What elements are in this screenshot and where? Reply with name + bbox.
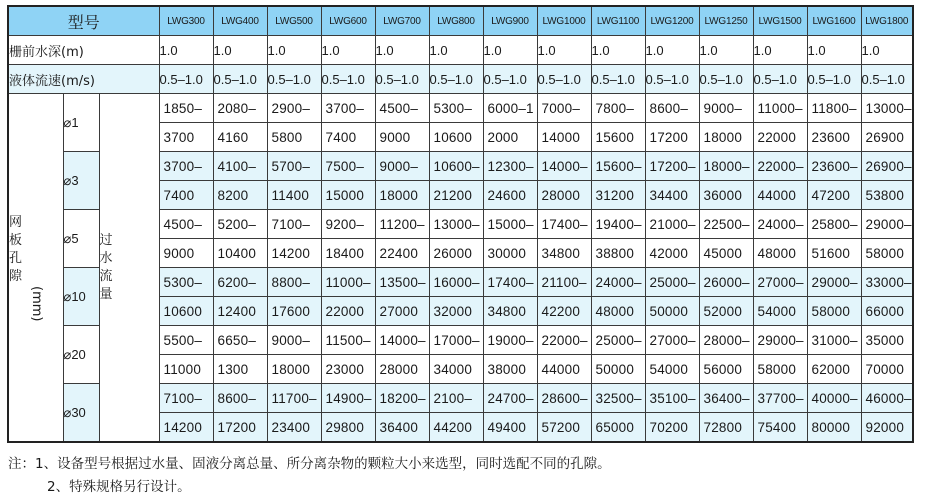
- model-header-cell: LWG1250: [699, 6, 753, 36]
- flow-value-cell: 2100–: [429, 384, 483, 413]
- flow-value-cell: 19000–: [483, 326, 537, 355]
- model-header-cell: LWG800: [429, 6, 483, 36]
- gap-size-label-char: (mm): [28, 285, 44, 322]
- flow-value-cell: 32500–: [591, 384, 645, 413]
- flow-value-cell: 17600: [267, 297, 321, 326]
- flow-value-cell: 23600: [807, 123, 861, 152]
- flow-value-cell: 21200: [429, 181, 483, 210]
- flow-value-cell: 6200–: [213, 268, 267, 297]
- hole-size-cell: ⌀30: [63, 384, 99, 443]
- flow-value-cell: 36000: [699, 181, 753, 210]
- flow-value-cell: 10600–: [429, 152, 483, 181]
- gap-size-label-char: 孔: [9, 250, 23, 266]
- flow-value-cell: 29000–: [861, 210, 913, 239]
- flow-value-cell: 53800: [861, 181, 913, 210]
- model-header-cell: LWG1100: [591, 6, 645, 36]
- flow-value-cell: 56000: [699, 355, 753, 384]
- flow-value-cell: 15600–: [591, 152, 645, 181]
- depth-cell: 1.0: [159, 36, 213, 65]
- flow-value-cell: 17400–: [537, 210, 591, 239]
- flow-value-cell: 11000: [159, 355, 213, 384]
- flow-value-cell: 31200: [591, 181, 645, 210]
- flow-value-cell: 15600: [591, 123, 645, 152]
- depth-cell: 1.0: [213, 36, 267, 65]
- depth-cell: 1.0: [375, 36, 429, 65]
- flow-value-cell: 2000: [483, 123, 537, 152]
- flow-value-cell: 50000: [591, 355, 645, 384]
- velocity-cell: 0.5–1.0: [807, 65, 861, 94]
- velocity-cell: 0.5–1.0: [267, 65, 321, 94]
- model-header-cell: LWG500: [267, 6, 321, 36]
- flow-value-cell: 27000–: [645, 326, 699, 355]
- hole-size-cell: ⌀5: [63, 210, 99, 268]
- footnote-1: 注：1、设备型号根据过水量、固液分离总量、所分离杂物的颗粒大小来选型，同时选配不同的孔隙。: [8, 456, 611, 472]
- flow-value-cell: 8200: [213, 181, 267, 210]
- flow-value-cell: 21100–: [537, 268, 591, 297]
- flow-value-cell: 7000–: [537, 94, 591, 123]
- flow-rate-label-char: 量: [99, 286, 113, 302]
- flow-value-cell: 34000: [429, 355, 483, 384]
- flow-value-cell: 36400: [375, 413, 429, 443]
- flow-value-cell: 35100–: [645, 384, 699, 413]
- flow-value-cell: 14000: [537, 123, 591, 152]
- flow-value-cell: 32000: [429, 297, 483, 326]
- flow-value-cell: 7400: [321, 123, 375, 152]
- flow-value-cell: 8600–: [213, 384, 267, 413]
- depth-cell: 1.0: [321, 36, 375, 65]
- flow-value-cell: 36400–: [699, 384, 753, 413]
- flow-value-cell: 11800–: [807, 94, 861, 123]
- flow-value-cell: 7100–: [159, 384, 213, 413]
- flow-value-cell: 17200: [645, 123, 699, 152]
- flow-value-cell: 21000–: [645, 210, 699, 239]
- flow-value-cell: 18200–: [375, 384, 429, 413]
- depth-cell: 1.0: [861, 36, 913, 65]
- flow-value-cell: 70000: [861, 355, 913, 384]
- footnotes: [8, 453, 611, 499]
- depth-cell: 1.0: [429, 36, 483, 65]
- flow-value-cell: 51600: [807, 239, 861, 268]
- flow-value-cell: 40000–: [807, 384, 861, 413]
- flow-value-cell: 4500–: [375, 94, 429, 123]
- flow-value-cell: 48000: [591, 297, 645, 326]
- flow-value-cell: 7100–: [267, 210, 321, 239]
- flow-value-cell: 52000: [699, 297, 753, 326]
- flow-value-cell: 10600: [429, 123, 483, 152]
- flow-value-cell: 25800–: [807, 210, 861, 239]
- flow-value-cell: 9000–: [699, 94, 753, 123]
- velocity-cell: 0.5–1.0: [483, 65, 537, 94]
- depth-cell: 1.0: [753, 36, 807, 65]
- flow-value-cell: 25000–: [591, 326, 645, 355]
- flow-value-cell: 28000: [537, 181, 591, 210]
- flow-value-cell: 12400: [213, 297, 267, 326]
- flow-value-cell: 5800: [267, 123, 321, 152]
- flow-value-cell: 14900–: [321, 384, 375, 413]
- flow-value-cell: 9000: [375, 123, 429, 152]
- flow-value-cell: 11400: [267, 181, 321, 210]
- model-header-cell: LWG600: [321, 6, 375, 36]
- flow-rate-label-char: 流: [99, 268, 113, 284]
- spec-table: [7, 5, 914, 443]
- flow-value-cell: 5200–: [213, 210, 267, 239]
- flow-value-cell: 58000: [807, 297, 861, 326]
- depth-cell: 1.0: [807, 36, 861, 65]
- flow-value-cell: 1850–: [159, 94, 213, 123]
- flow-value-cell: 42000: [645, 239, 699, 268]
- flow-value-cell: 4500–: [159, 210, 213, 239]
- flow-value-cell: 14000–: [537, 152, 591, 181]
- flow-rate-label-char: 水: [99, 250, 113, 266]
- velocity-cell: 0.5–1.0: [213, 65, 267, 94]
- model-header-cell: LWG1600: [807, 6, 861, 36]
- model-header-cell: LWG300: [159, 6, 213, 36]
- flow-value-cell: 62000: [807, 355, 861, 384]
- model-header-cell: LWG400: [213, 6, 267, 36]
- flow-value-cell: 23600–: [807, 152, 861, 181]
- flow-value-cell: 5300–: [429, 94, 483, 123]
- depth-cell: 1.0: [645, 36, 699, 65]
- flow-value-cell: 45000: [699, 239, 753, 268]
- model-header-cell: LWG700: [375, 6, 429, 36]
- depth-cell: 1.0: [267, 36, 321, 65]
- flow-value-cell: 2080–: [213, 94, 267, 123]
- flow-value-cell: 80000: [807, 413, 861, 443]
- flow-value-cell: 58000: [861, 239, 913, 268]
- model-header-cell: LWG1200: [645, 6, 699, 36]
- flow-value-cell: 17200–: [645, 152, 699, 181]
- flow-value-cell: 34400: [645, 181, 699, 210]
- flow-value-cell: 92000: [861, 413, 913, 443]
- flow-value-cell: 18400: [321, 239, 375, 268]
- flow-value-cell: 33000–: [861, 268, 913, 297]
- flow-value-cell: 34800: [537, 239, 591, 268]
- flow-value-cell: 44000: [537, 355, 591, 384]
- velocity-cell: 0.5–1.0: [375, 65, 429, 94]
- flow-value-cell: 54000: [753, 297, 807, 326]
- depth-cell: 1.0: [483, 36, 537, 65]
- flow-value-cell: 24000–: [753, 210, 807, 239]
- flow-value-cell: 5300–: [159, 268, 213, 297]
- flow-value-cell: 23000: [321, 355, 375, 384]
- velocity-row: [8, 65, 913, 94]
- flow-value-cell: 11700–: [267, 384, 321, 413]
- depth-row: [8, 36, 913, 65]
- flow-value-cell: 13000–: [429, 210, 483, 239]
- flow-value-cell: 25000–: [645, 268, 699, 297]
- flow-value-cell: 47200: [807, 181, 861, 210]
- flow-value-cell: 49400: [483, 413, 537, 443]
- flow-value-cell: 26900–: [861, 152, 913, 181]
- flow-value-cell: 54000: [645, 355, 699, 384]
- flow-value-cell: 18000: [699, 123, 753, 152]
- flow-value-cell: 28000: [375, 355, 429, 384]
- flow-value-cell: 29000–: [807, 268, 861, 297]
- flow-value-cell: 42200: [537, 297, 591, 326]
- flow-value-cell: 3700–: [321, 94, 375, 123]
- velocity-cell: 0.5–1.0: [645, 65, 699, 94]
- flow-value-cell: 9000–: [267, 326, 321, 355]
- flow-value-cell: 26000–: [699, 268, 753, 297]
- hole-size-cell: ⌀10: [63, 268, 99, 326]
- flow-value-cell: 65000: [591, 413, 645, 443]
- velocity-cell: 0.5–1.0: [321, 65, 375, 94]
- flow-rate-label: [99, 94, 159, 443]
- model-header-cell: LWG1000: [537, 6, 591, 36]
- flow-value-cell: 1300: [213, 355, 267, 384]
- flow-value-cell: 14200: [159, 413, 213, 443]
- gap-size-label-char: 隙: [9, 268, 23, 284]
- velocity-cell: 0.5–1.0: [591, 65, 645, 94]
- depth-cell: 1.0: [699, 36, 753, 65]
- flow-value-cell: 30000: [483, 239, 537, 268]
- flow-value-cell: 29800: [321, 413, 375, 443]
- model-header-cell: LWG1800: [861, 6, 913, 36]
- flow-value-cell: 13500–: [375, 268, 429, 297]
- hole-size-cell: ⌀20: [63, 326, 99, 384]
- flow-value-cell: 14000–: [375, 326, 429, 355]
- flow-value-cell: 18000–: [699, 152, 753, 181]
- hole-size-cell: ⌀1: [63, 94, 99, 152]
- velocity-cell: 0.5–1.0: [753, 65, 807, 94]
- flow-value-cell: 11000–: [753, 94, 807, 123]
- footnote-2: 2、特殊规格另行设计。: [47, 479, 191, 495]
- model-header-cell: LWG1500: [753, 6, 807, 36]
- flow-value-cell: 72800: [699, 413, 753, 443]
- flow-value-cell: 44200: [429, 413, 483, 443]
- flow-value-cell: 22000–: [537, 326, 591, 355]
- flow-value-cell: 37700–: [753, 384, 807, 413]
- flow-value-cell: 28600–: [537, 384, 591, 413]
- flow-value-cell: 27000–: [753, 268, 807, 297]
- flow-value-cell: 75400: [753, 413, 807, 443]
- flow-value-cell: 28000–: [699, 326, 753, 355]
- flow-value-cell: 31000–: [807, 326, 861, 355]
- flow-value-cell: 4160: [213, 123, 267, 152]
- flow-value-cell: 35000: [861, 326, 913, 355]
- flow-value-cell: 9000–: [375, 152, 429, 181]
- flow-value-cell: 9200–: [321, 210, 375, 239]
- flow-value-cell: 8600–: [645, 94, 699, 123]
- flow-value-cell: 6000–1: [483, 94, 537, 123]
- flow-value-cell: 5500–: [159, 326, 213, 355]
- flow-value-cell: 22500–: [699, 210, 753, 239]
- flow-value-cell: 6650–: [213, 326, 267, 355]
- flow-value-cell: 4100–: [213, 152, 267, 181]
- flow-value-cell: 11000–: [321, 268, 375, 297]
- flow-value-cell: 7500–: [321, 152, 375, 181]
- flow-value-cell: 57200: [537, 413, 591, 443]
- flow-value-cell: 16000–: [429, 268, 483, 297]
- flow-value-cell: 7800–: [591, 94, 645, 123]
- flow-value-cell: 24700–: [483, 384, 537, 413]
- flow-value-cell: 46000–: [861, 384, 913, 413]
- flow-rate-label-char: 过: [99, 232, 113, 248]
- flow-value-cell: 3700: [159, 123, 213, 152]
- velocity-cell: 0.5–1.0: [159, 65, 213, 94]
- flow-value-cell: 7400: [159, 181, 213, 210]
- flow-value-cell: 34800: [483, 297, 537, 326]
- flow-value-cell: 22000: [321, 297, 375, 326]
- flow-value-cell: 70200: [645, 413, 699, 443]
- flow-value-cell: 10400: [213, 239, 267, 268]
- velocity-cell: 0.5–1.0: [429, 65, 483, 94]
- flow-value-cell: 8800–: [267, 268, 321, 297]
- flow-value-cell: 48000: [753, 239, 807, 268]
- flow-value-cell: 66000: [861, 297, 913, 326]
- flow-value-cell: 15000–: [483, 210, 537, 239]
- velocity-label: 液体流速(m/s): [8, 65, 159, 94]
- flow-value-cell: 22000–: [753, 152, 807, 181]
- flow-value-cell: 17400–: [483, 268, 537, 297]
- flow-value-cell: 12300–: [483, 152, 537, 181]
- model-header-cell: LWG900: [483, 6, 537, 36]
- flow-value-cell: 22400: [375, 239, 429, 268]
- flow-value-cell: 17000–: [429, 326, 483, 355]
- flow-value-cell: 2900–: [267, 94, 321, 123]
- flow-value-cell: 44000: [753, 181, 807, 210]
- hole-size-cell: ⌀3: [63, 152, 99, 210]
- velocity-cell: 0.5–1.0: [699, 65, 753, 94]
- flow-value-cell: 11200–: [375, 210, 429, 239]
- flow-value-cell: 13000–: [861, 94, 913, 123]
- flow-value-cell: 10600: [159, 297, 213, 326]
- velocity-cell: 0.5–1.0: [861, 65, 913, 94]
- flow-value-cell: 29000–: [753, 326, 807, 355]
- flow-value-cell: 58000: [753, 355, 807, 384]
- flow-value-cell: 24600: [483, 181, 537, 210]
- flow-value-cell: 38800: [591, 239, 645, 268]
- gap-size-label-char: 网: [9, 214, 23, 230]
- flow-value-cell: 14200: [267, 239, 321, 268]
- flow-value-cell: 17200: [213, 413, 267, 443]
- flow-value-cell: 26000: [429, 239, 483, 268]
- header-row: [8, 6, 913, 36]
- depth-cell: 1.0: [591, 36, 645, 65]
- flow-value-cell: 3700–: [159, 152, 213, 181]
- flow-value-cell: 50000: [645, 297, 699, 326]
- flow-value-cell: 22000: [753, 123, 807, 152]
- flow-value-cell: 26900: [861, 123, 913, 152]
- depth-cell: 1.0: [537, 36, 591, 65]
- gap-size-label-char: 板: [9, 232, 23, 248]
- flow-value-cell: 9000: [159, 239, 213, 268]
- flow-value-cell: 11500–: [321, 326, 375, 355]
- model-header-label: 型号: [8, 6, 159, 36]
- depth-label: 栅前水深(m): [8, 36, 159, 65]
- flow-value-cell: 23400: [267, 413, 321, 443]
- flow-value-cell: 5700–: [267, 152, 321, 181]
- flow-value-cell: 15000: [321, 181, 375, 210]
- flow-value-cell: 18000: [375, 181, 429, 210]
- flow-value-cell: 24000–: [591, 268, 645, 297]
- table-row: [8, 94, 913, 123]
- velocity-cell: 0.5–1.0: [537, 65, 591, 94]
- gap-size-label: [8, 94, 63, 443]
- flow-value-cell: 38000: [483, 355, 537, 384]
- flow-value-cell: 18000: [267, 355, 321, 384]
- flow-value-cell: 19400–: [591, 210, 645, 239]
- flow-value-cell: 27000: [375, 297, 429, 326]
